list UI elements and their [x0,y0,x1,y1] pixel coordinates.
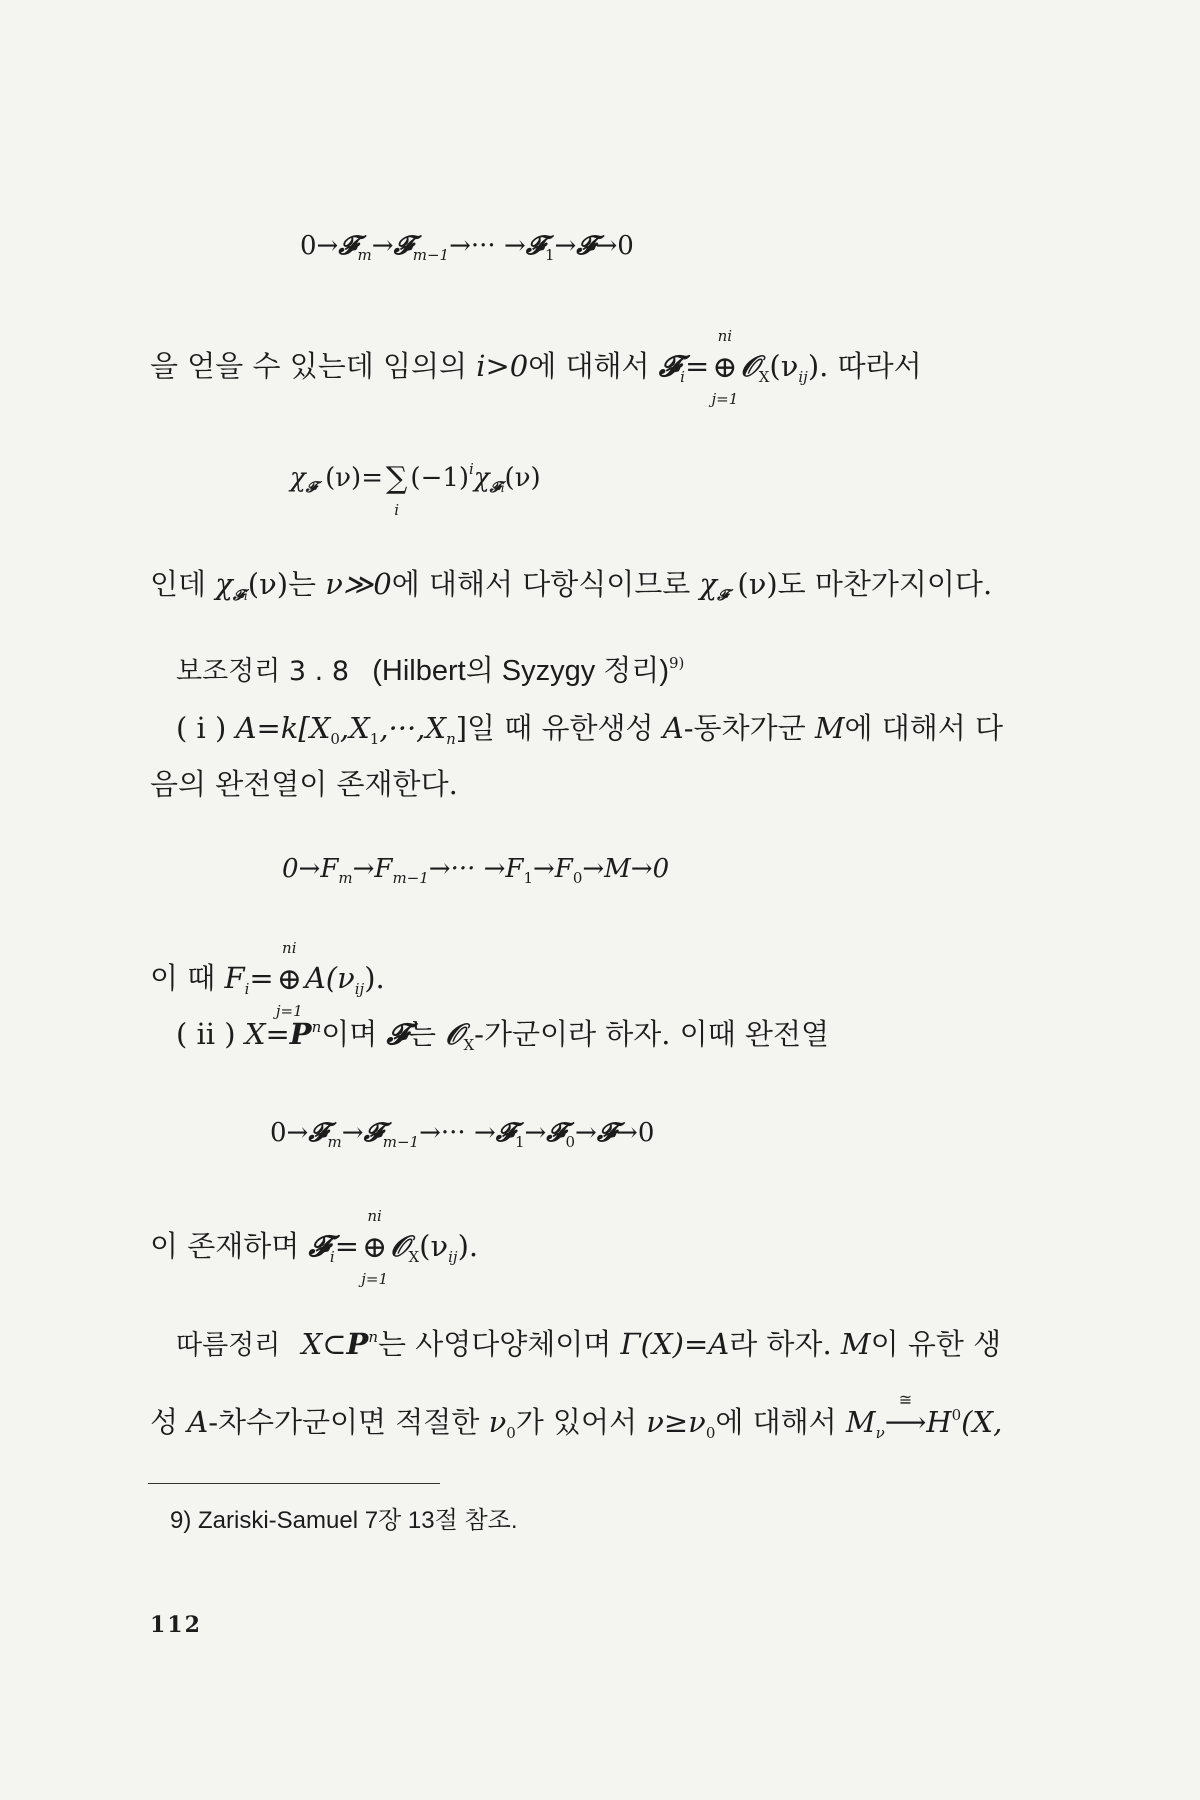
direct-sum-operator: ni ⊕ j=1 [361,1207,388,1288]
exact-sequence-sheaves-2: 0→𝓕$_m$→𝓕$_{m-1}$→··· →𝓕$_1$→𝓕$_0$→𝓕→0 [270,1118,655,1151]
footnote-rule [148,1483,440,1484]
lemma-heading: 보조정리 3 . 8 (Hilbert의 Syzygy 정리)$^{9)}$ [176,654,685,687]
paragraph-sheaf-decomposition: 을 얻을 수 있는데 임의의 i>0에 대해서 𝓕$_i$= ni ⊕ j=1 $𝒪_X(\nu_{ij})$. 따라서 [150,327,922,408]
isomorphism-arrow: ≅ ⟶ [884,1390,927,1439]
footnote: 9) Zariski-Samuel 7장 13절 참조. [170,1507,518,1534]
direct-sum-operator: ni ⊕ j=1 [275,939,303,1020]
lemma-part-ii: ( ii ) $X=P^n$이며 𝓕는 𝒪$_X$-가군이라 하자. 이때 완전열 [176,1017,829,1054]
paragraph-polynomial: 인데 $\chi_{𝓕i}(\nu)$는 ν≫0에 대해서 다항식이므로 $\chi_𝓕$ (ν)도 마찬가지이다. [150,567,993,604]
euler-characteristic-formula: $\chi_𝓕$ (ν)= ∑ i $(-1)^i\chi_{𝓕i}(\nu)$ [290,460,541,519]
paragraph-free-module: 이 때 $F_i=$ ni ⊕ j=1 $A(\nu_{ij})$. [150,939,385,1020]
exact-sequence-sheaves-1: 0→𝓕$_m$→𝓕$_{m-1}$→··· →𝓕$_1$→𝓕→0 [300,231,634,264]
lemma-part-i-continued: 음의 완전열이 존재한다. [150,767,458,801]
exact-sequence-modules: $0\to F_m\to F_{m-1}\to\cdot\cdot\cdot \to F_1\to F_0\to M\to 0$ [282,854,670,887]
corollary-line-2: 성 A-차수가군이면 적절한 $\nu_0$가 있어서 $\nu\ge\nu_0$에 대해서 $M_\nu$ ≅ $⟶H^0(X$, [150,1390,1003,1442]
corollary-line-1: 따름정리 $X\subset P^n$는 사영다양체이며 Γ(X)=A라 하자. M이 유한 생 [176,1327,1002,1361]
direct-sum-operator: ni ⊕ j=1 [711,327,739,408]
paragraph-sheaf-sum: 이 존재하며 𝓕$_i$= ni ⊕ j=1 $𝒪_X(\nu_{ij})$. [150,1207,479,1288]
lemma-part-i: ( i ) $A=k[X_0,X_1,\cdot\cdot\cdot,X_n]$일 때 유한생성 A-동차가군 M에 대해서 다 [176,711,1004,748]
page-number: 112 [150,1612,202,1638]
